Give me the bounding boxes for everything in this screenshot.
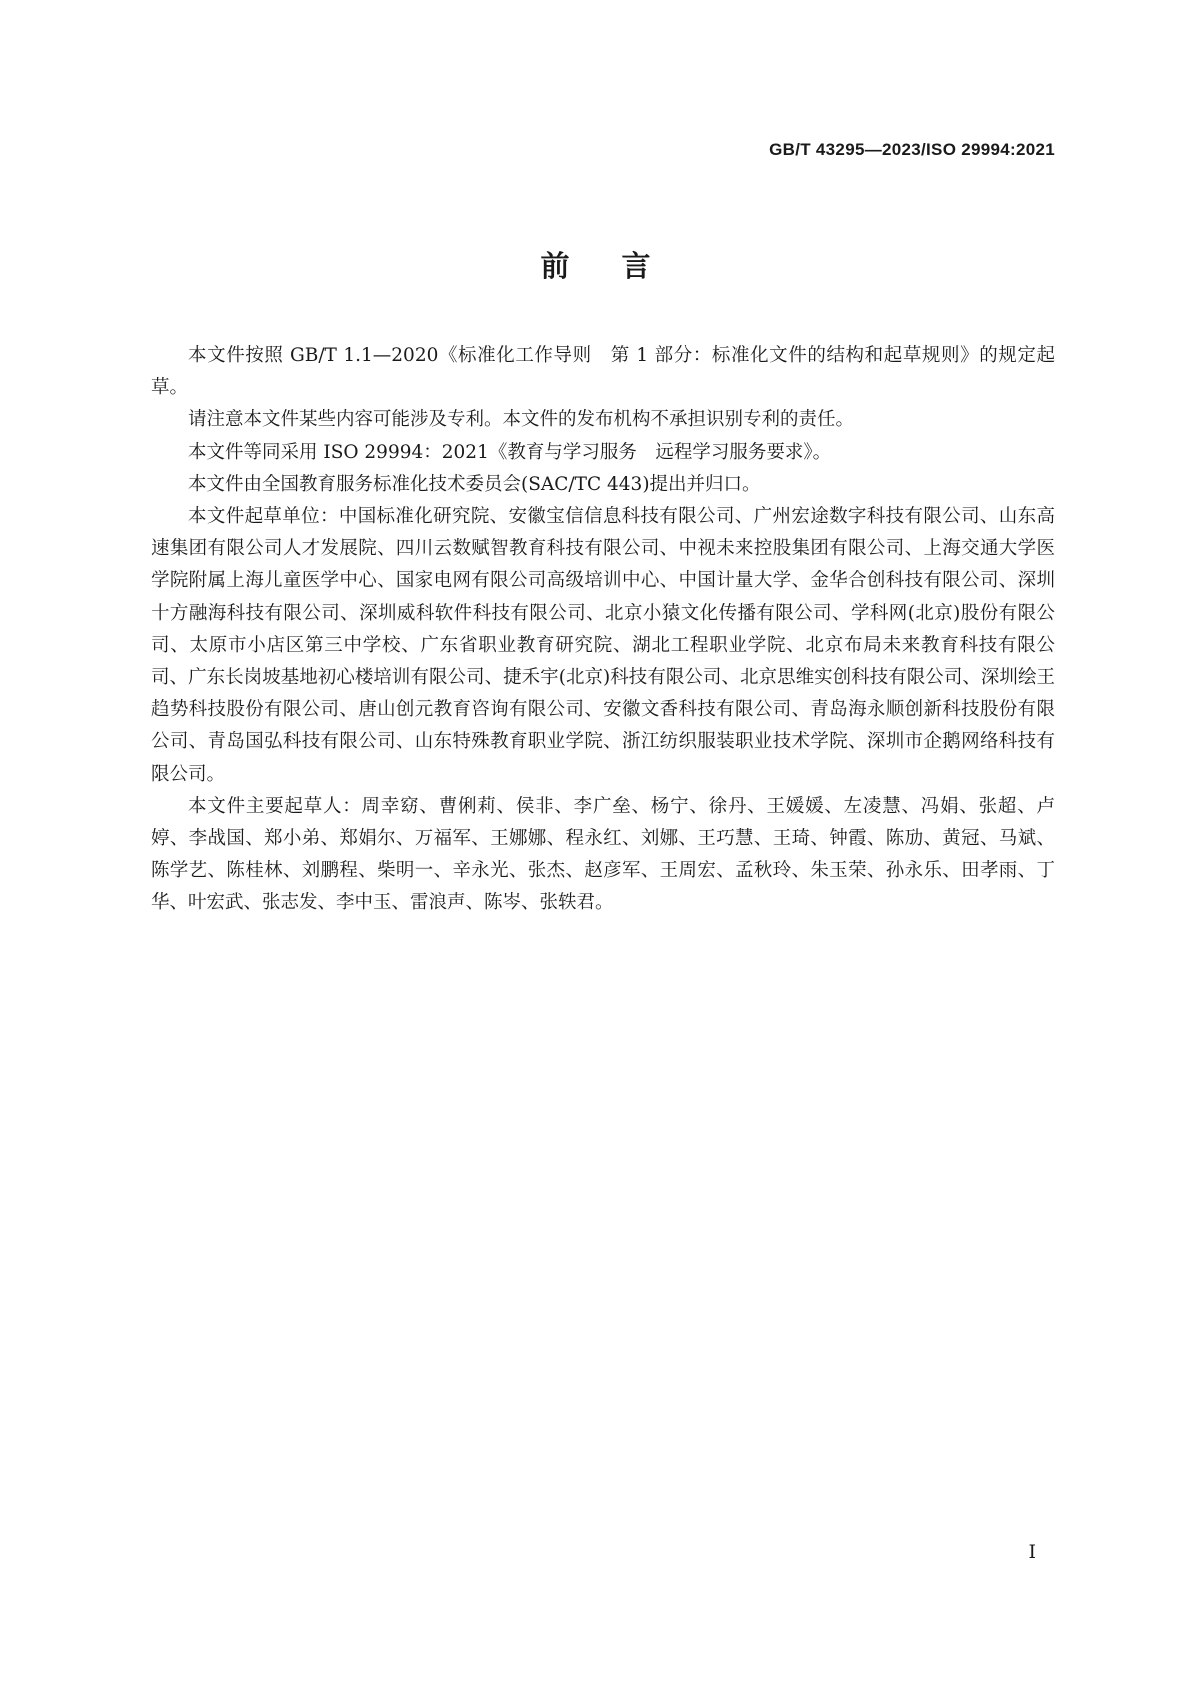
paragraph-patent-notice: 请注意本文件某些内容可能涉及专利。本文件的发布机构不承担识别专利的责任。 bbox=[188, 409, 855, 431]
standard-number: GB/T 43295—2023/ISO 29994:2021 bbox=[769, 140, 1055, 159]
paragraph-committee: 本文件由全国教育服务标准化技术委员会(SAC/TC 443)提出并归口。 bbox=[188, 473, 761, 495]
foreword-body bbox=[151, 340, 1055, 920]
paragraph-drafting-rules: 本文件按照 GB/T 1.1—2020《标准化工作导则 第 1 部分：标准化文件的结构和起草规则》的规定起草。 bbox=[151, 345, 1055, 399]
paragraph-adoption: 本文件等同采用 ISO 29994：2021《教育与学习服务 远程学习服务要求》。 bbox=[188, 441, 832, 463]
paragraph-drafters: 本文件主要起草人：周幸窈、曹俐莉、侯非、李广垒、杨宁、徐丹、王媛媛、左凌慧、冯娟、张超、卢婷、李战国、郑小弟、郑娟尔、万福军、王娜娜、程永红、刘娜、王巧慧、王琦、钟霞、陈劢、黄冠、马斌、陈学艺、陈桂林、刘鹏程、柴明一、辛永光、张杰、赵彦军、王周宏、孟秋玲、朱玉荣、孙永乐、田孝雨、丁华、叶宏武、张志发、李中玉、雷浪声、陈岑、张轶君。 bbox=[151, 795, 1055, 914]
paragraph-drafting-units: 本文件起草单位：中国标准化研究院、安徽宝信信息科技有限公司、广州宏途数字科技有限公司、山东高速集团有限公司人才发展院、四川云数赋智教育科技有限公司、中视未来控股集团有限公司、上海交通大学医学院附属上海儿童医学中心、国家电网有限公司高级培训中心、中国计量大学、金华合创科技有限公司、深圳十方融海科技有限公司、深圳威科软件科技有限公司、北京小猿文化传播有限公司、学科网(北京)股份有限公司、太原市小店区第三中学校、广东省职业教育研究院、湖北工程职业学院、北京布局未来教育科技有限公司、广东长岗坡基地初心楼培训有限公司、捷禾宇(北京)科技有限公司、北京思维实创科技有限公司、深圳绘王趋势科技股份有限公司、唐山创元教育咨询有限公司、安徽文香科技有限公司、青岛海永顺创新科技股份有限公司、青岛国弘科技有限公司、山东特殊教育职业学院、浙江纺织服装职业技术学院、深圳市企鹅网络科技有限公司。 bbox=[151, 506, 1055, 785]
page-number: I bbox=[1028, 1541, 1036, 1563]
page-title: 前言 bbox=[540, 249, 703, 283]
